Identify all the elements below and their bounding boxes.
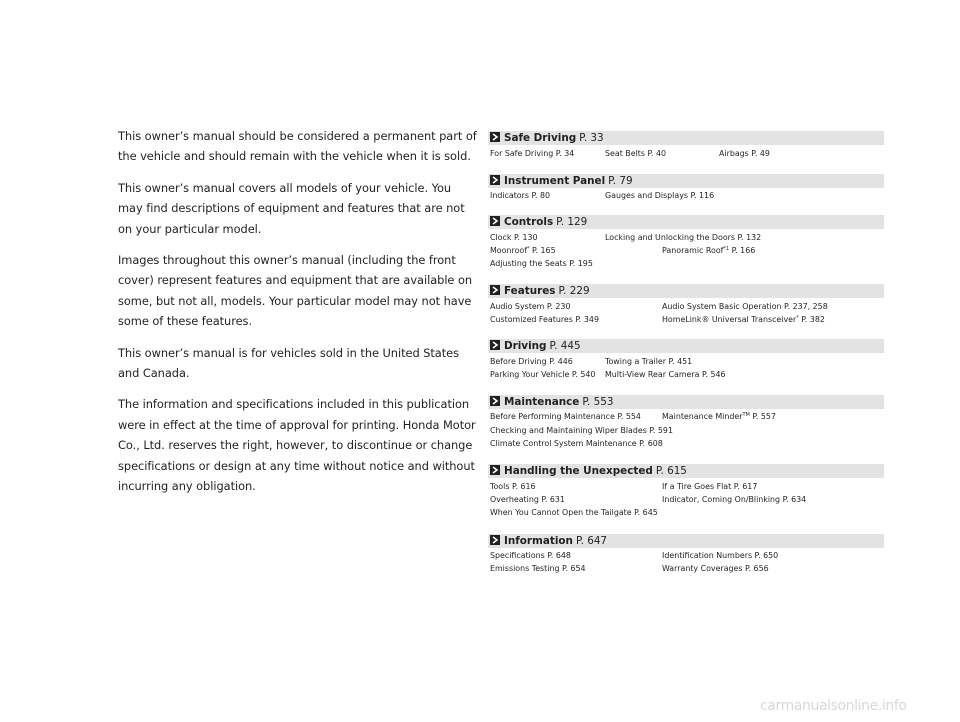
intro-text	[118, 126, 478, 508]
toc-link[interactable]: Adjusting the Seats P. 195	[490, 259, 593, 268]
section-header-maintenance[interactable]	[488, 395, 884, 409]
toc-link[interactable]: Checking and Maintaining Wiper Blades P. 591	[490, 426, 673, 435]
section-title: Information	[504, 535, 573, 547]
watermark: carmanualsonline.info	[760, 698, 907, 714]
toc-link[interactable]: Audio System Basic Operation P. 237, 258	[662, 302, 828, 311]
link-page: P. 557	[752, 412, 776, 421]
section-page: P. 33	[579, 132, 604, 144]
toc-link[interactable]: Parking Your Vehicle P. 540	[490, 370, 596, 379]
arrow-icon	[490, 285, 500, 295]
intro-paragraph: This owner’s manual is for vehicles sold in the United States and Canada.	[118, 345, 459, 381]
section-title: Handling the Unexpected	[504, 465, 653, 477]
toc-link[interactable]: Indicator, Coming On/Blinking P. 634	[662, 495, 807, 504]
intro-paragraph: Images throughout this owner’s manual (including the front cover) represent features and equipment that are available on some, but not all, models. Your particular model may not have some of these features.	[118, 253, 473, 329]
toc-link[interactable]	[662, 314, 825, 325]
section-header-driving[interactable]	[488, 339, 884, 353]
toc-link[interactable]	[490, 245, 556, 256]
intro-paragraph: The information and specifications included in this publication were in effect at the time of approval for printing. Honda Motor Co., Ltd. reserves the right, however, to discontinue or change specifications or design at any time without notice and without incurring any obligation.	[118, 397, 476, 494]
arrow-icon	[490, 216, 500, 226]
trademark-mark: TM	[742, 412, 750, 418]
section-header-safe-driving[interactable]	[488, 131, 884, 145]
toc-link[interactable]: Before Performing Maintenance P. 554	[490, 412, 641, 421]
section-page: P. 553	[582, 396, 614, 408]
intro-paragraph: This owner’s manual should be considered a permanent part of the vehicle and should remain with the vehicle when it is sold.	[118, 129, 477, 164]
footnote-mark: *	[526, 246, 530, 252]
section-page: P. 647	[575, 535, 608, 547]
toc-link[interactable]: Locking and Unlocking the Doors P. 132	[605, 233, 762, 242]
toc-link[interactable]: If a Tire Goes Flat P. 617	[662, 482, 758, 491]
toc-link[interactable]: Tools P. 616	[490, 482, 536, 491]
link-label: HomeLink® Universal Transceiver	[662, 315, 797, 324]
toc-link[interactable]: Before Driving P. 446	[490, 357, 573, 366]
toc-link[interactable]: Seat Belts P. 40	[605, 149, 667, 158]
arrow-icon	[490, 132, 500, 142]
arrow-icon	[490, 175, 500, 185]
section-title: Features	[504, 285, 556, 297]
section-title: Safe Driving	[504, 132, 577, 144]
arrow-icon	[490, 340, 500, 350]
section-header-features[interactable]	[488, 284, 884, 298]
arrow-icon	[490, 535, 500, 545]
toc-link[interactable]: Specifications P. 648	[490, 551, 571, 560]
link-label: Moonroof	[490, 246, 527, 255]
toc-link[interactable]: Identification Numbers P. 650	[662, 551, 779, 560]
section-page: P. 129	[556, 216, 588, 228]
toc-link[interactable]	[662, 411, 776, 422]
section-title: Maintenance	[504, 396, 580, 408]
section-header-controls[interactable]	[488, 215, 884, 229]
link-page: P. 165	[531, 246, 556, 255]
toc-link[interactable]: Towing a Trailer P. 451	[605, 357, 693, 366]
section-header-information[interactable]	[488, 534, 884, 548]
link-label: Maintenance Minder	[662, 412, 743, 421]
toc-link[interactable]: Overheating P. 631	[490, 495, 565, 504]
section-header-handling-the-unexpected[interactable]	[488, 464, 884, 478]
intro-paragraph: This owner’s manual covers all models of your vehicle. You may find descriptions of equipment and features that are not on your particular model.	[118, 180, 465, 236]
section-title: Driving	[504, 340, 547, 352]
link-label: Panoramic Roof	[662, 246, 724, 255]
toc-link[interactable]: Audio System P. 230	[490, 302, 571, 311]
toc-link[interactable]: Airbags P. 49	[719, 149, 770, 158]
arrow-icon	[490, 465, 500, 475]
toc-link[interactable]: For Safe Driving P. 34	[490, 149, 575, 158]
toc-link[interactable]: Climate Control System Maintenance P. 608	[490, 439, 663, 448]
section-header-instrument-panel[interactable]	[488, 174, 884, 188]
section-page: P. 229	[558, 285, 590, 297]
toc-link[interactable]	[662, 245, 755, 256]
section-page: P. 615	[655, 465, 687, 477]
section-page: P. 79	[608, 175, 633, 187]
toc-link[interactable]: Indicators P. 80	[490, 191, 551, 200]
table-of-contents	[488, 0, 884, 722]
link-page: P. 382	[801, 315, 825, 324]
footnote-mark: *1	[723, 246, 730, 252]
toc-link[interactable]: Customized Features P. 349	[490, 315, 599, 324]
section-title: Controls	[504, 216, 554, 228]
arrow-icon	[490, 396, 500, 406]
toc-link[interactable]: Gauges and Displays P. 116	[605, 191, 715, 200]
link-page: P. 166	[731, 246, 756, 255]
toc-link[interactable]: Clock P. 130	[490, 233, 538, 242]
footnote-mark: *	[796, 315, 799, 321]
section-page: P. 445	[549, 340, 581, 352]
toc-link[interactable]: Multi-View Rear Camera P. 546	[605, 370, 726, 379]
toc-link[interactable]: When You Cannot Open the Tailgate P. 645	[490, 508, 658, 517]
section-title: Instrument Panel	[504, 175, 606, 187]
toc-link[interactable]: Emissions Testing P. 654	[490, 564, 586, 573]
toc-link[interactable]: Warranty Coverages P. 656	[662, 564, 769, 573]
